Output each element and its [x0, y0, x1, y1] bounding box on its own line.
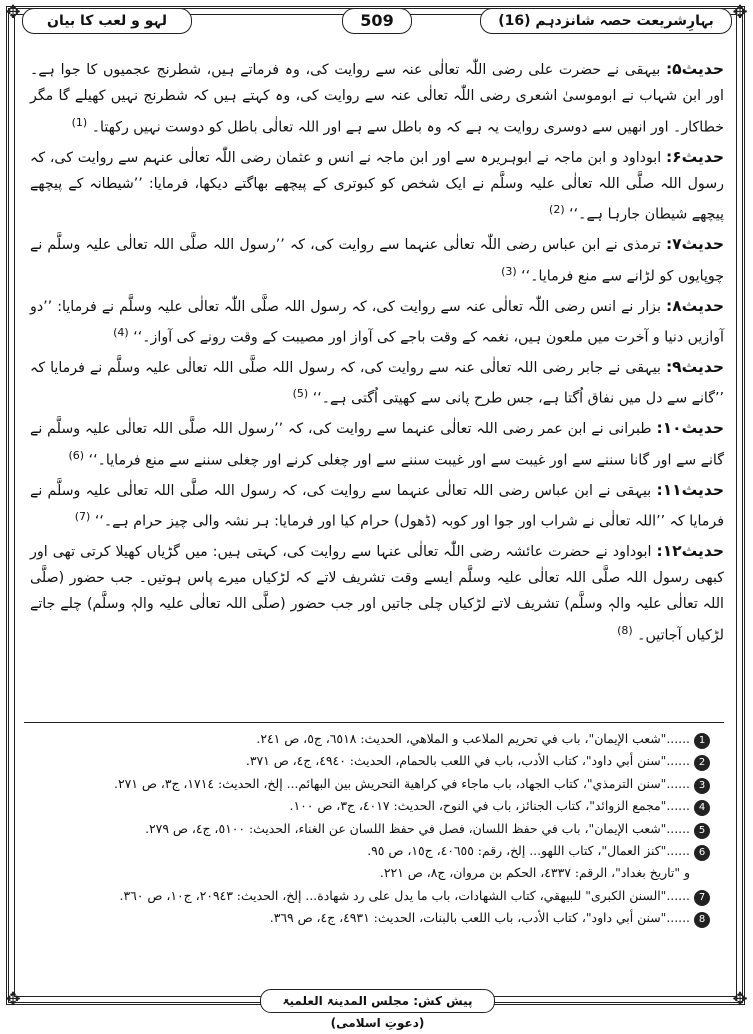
- hadith-11: حدیث۱۱: بیہقی نے ابن عباس رضی اللہ تعالٰی عنہما سے روایت کی، کہ رسول اللہ صلَّی اللہ تعالٰی علیہ وسلَّم نے فرمایا کہ ’’اللہ تعالٰی نے شراب اور جوا اور کوبہ (ڈھول) حرام کیا اور فرمایا: ہر نشہ والی چیز حرام ہے۔‘‘ $^{(7)}$: [30, 480, 724, 530]
- footnotes: [30, 728, 710, 930]
- footnote-ref[interactable]: (1): [71, 115, 88, 129]
- footnote-ref[interactable]: (8): [617, 623, 633, 637]
- footnote-item: 4......"مجمع الزوائد"، كتاب الجنائز، باب في النوح، الحديث: ٤٠١٧، ج٣، ص ١٠٠.: [30, 795, 710, 817]
- page-header: [22, 6, 732, 36]
- book-title: بہارِشریعت حصہ شانزدہم (16): [480, 8, 732, 34]
- hadith-5: حدیث۵: بیہقی نے حضرت علی رضی اللّٰہ تعالٰی عنہ سے روایت کی، وہ فرماتے ہیں، شطرنج عجمیوں کا جوا ہے۔ اور ابن شہاب نے ابوموسیٰ اشعری رضی اللّٰہ تعالٰی عنہ سے روایت کی، وہ کہتے ہیں کہ شطرنج نہیں کھیلے گا مگر خطاکار۔ اور انھیں سے دوسری روایت یہ ہے کہ وہ باطل سے ہے اور اللہ تعالٰی باطل کو دوست نہیں رکھتا۔ $^{(1)}$: [30, 60, 724, 136]
- footnote-number-icon: 1: [694, 733, 710, 749]
- footnote-ref[interactable]: (7): [74, 509, 91, 523]
- footnote-item: 3......"سنن الترمذي"، كتاب الجهاد، باب ماجاء في كراهية التحريش بين البهائم... إلخ، الحديث: ١٧١٤، ج٣، ص ٢٧١.: [30, 773, 710, 795]
- footnote-ref[interactable]: (5): [292, 387, 309, 401]
- footnote-number-icon: 7: [694, 890, 710, 906]
- footnote-number-icon: 4: [694, 800, 710, 816]
- hadith-6: حدیث۶: ابوداود و ابن ماجہ نے ابوہریرہ سے اور ابن ماجہ نے انس و عثمان رضی اللّٰہ تعالٰی عنہم سے روایت کی، کہ رسول اللہ صلَّی اللہ تعالٰی علیہ وسلَّم نے ایک شخص کو کبوتری کے پیچھے بھاگتے دیکھا، فرمایا: ’’شیطانہ کے پیچھے پیچھے شیطان جارہا ہے۔‘‘ $^{(2)}$: [30, 147, 724, 223]
- footnote-number-icon: 8: [694, 912, 710, 928]
- hadith-10: حدیث۱۰: طبرانی نے ابن عمر رضی اللہ تعالٰی عنہما سے روایت کی، کہ ’’رسول اللہ صلَّی اللہ تعالٰی علیہ وسلَّم نے گانے سے اور گانا سننے سے اور غیبت سے اور غیبت سننے سے اور چغلی کرنے اور چغلی سننے سے منع فرمایا۔‘‘ $^{(6)}$: [30, 419, 724, 469]
- footnote-ref[interactable]: (3): [501, 264, 517, 278]
- corner-ornament-icon: ✥: [5, 2, 21, 23]
- hadith-12: حدیث۱۲: ابوداود نے حضرت عائشہ رضی اللّٰہ تعالٰی عنہا سے روایت کی، کہتی ہیں: میں گڑیاں کھیلا کرتی تھی اور کبھی رسول اللہ صلَّی اللہ تعالٰی علیہ وسلَّم ایسے وقت تشریف لاتے کہ لڑکیاں میرے پاس ہوتیں۔ جب حضور (صلَّی اللہ تعالٰی علیہ والہٖ وسلَّم) تشریف لاتے لڑکیاں چلی جاتیں اور جب حضور (صلَّی اللہ تعالٰی علیہ والہٖ وسلَّم) چلے جاتے لڑکیاں آجاتیں۔ $^{(8)}$: [30, 541, 724, 644]
- footnote-divider: [24, 722, 724, 723]
- footnote-number-icon: 3: [694, 778, 710, 794]
- footnote-item: 7......"السنن الكبرى" للبيهقي، كتاب الشهادات، باب ما يدل على رد شهادة... إلخ، الحديث: ٢٠٩٤٣، ج١٠، ص ٣٦٠.: [30, 885, 710, 907]
- footnote-item: و "تاريخ بغداد"، الرقم: ٤٣٣٧، الحكم بن مروان، ج٨، ص ٢٢١.: [379, 865, 690, 881]
- publisher-footer: پیش کش: مجلس المدینۃ العلمیۃ (دعوتِ اسلامی): [260, 989, 495, 1013]
- footnote-number-icon: 5: [694, 823, 710, 839]
- footnote-number-icon: 6: [694, 845, 710, 861]
- hadith-7: حدیث۷: ترمذی نے ابن عباس رضی اللّٰہ تعالٰی عنہما سے روایت کی، کہ ’’رسول اللہ صلَّی اللہ تعالٰی علیہ وسلَّم نے چوپایوں کو لڑانے سے منع فرمایا۔‘‘ $^{(3)}$: [30, 235, 724, 285]
- footnote-ref[interactable]: (2): [549, 203, 565, 217]
- footnote-item: 6......"كنز العمال"، كتاب اللهو... إلخ، رقم: ٤٠٦٥٥، ج١٥، ص ٩٥.: [30, 840, 710, 862]
- chapter-title: لہو و لعب کا بیان: [22, 8, 192, 34]
- corner-ornament-icon: ✥: [732, 2, 748, 23]
- hadith-9: حدیث۹: بیہقی نے جابر رضی اللہ تعالٰی عنہ سے روایت کی، کہ رسول اللہ صلَّی اللہ تعالٰی علیہ وسلَّم نے فرمایا کہ ’’گانے سے دل میں نفاق اُگتا ہے، جس طرح پانی سے کھیتی اُگتی ہے۔‘‘ $^{(5)}$: [30, 357, 724, 407]
- footnote-item: 1......"شعب الإيمان"، باب في تحريم الملاعب و الملاهي، الحديث: ٦٥١٨، ج٥، ص ٢٤١.: [30, 728, 710, 750]
- corner-ornament-icon: ✥: [732, 989, 748, 1010]
- page-number: 509: [342, 8, 412, 34]
- main-text: [30, 56, 724, 652]
- footnote-ref[interactable]: (6): [68, 448, 85, 462]
- footnote-item: 8......"سنن أبي داود"، كتاب الأدب، باب اللعب بالبنات، الحديث: ٤٩٣١، ج٤، ص ٣٦٩.: [30, 907, 710, 929]
- footnote-item: 2......"سنن أبي داود"، كتاب الأدب، باب في اللعب بالحمام، الحديث: ٤٩٤٠، ج٤، ص ٣٧١.: [30, 750, 710, 772]
- footnote-item: 5......"شعب الإيمان"، باب في حفظ اللسان، فصل في حفظ اللسان عن الغناء، الحديث: ٥١٠٠، ج٤، ص ٢٧٩.: [30, 818, 710, 840]
- footnote-ref[interactable]: (4): [113, 325, 129, 339]
- hadith-8: حدیث۸: بزار نے انس رضی اللّٰہ تعالٰی عنہ سے روایت کی، کہ رسول اللہ صلَّی اللّٰہ تعالٰی علیہ وسلَّم نے فرمایا: ’’دو آوازیں دنیا و آخرت میں ملعون ہیں، نغمہ کے وقت باجے کی آواز اور مصیبت کے وقت رونے کی آواز۔‘‘ $^{(4)}$: [30, 296, 725, 346]
- corner-ornament-icon: ✥: [5, 989, 21, 1010]
- footnote-number-icon: 2: [694, 755, 710, 771]
